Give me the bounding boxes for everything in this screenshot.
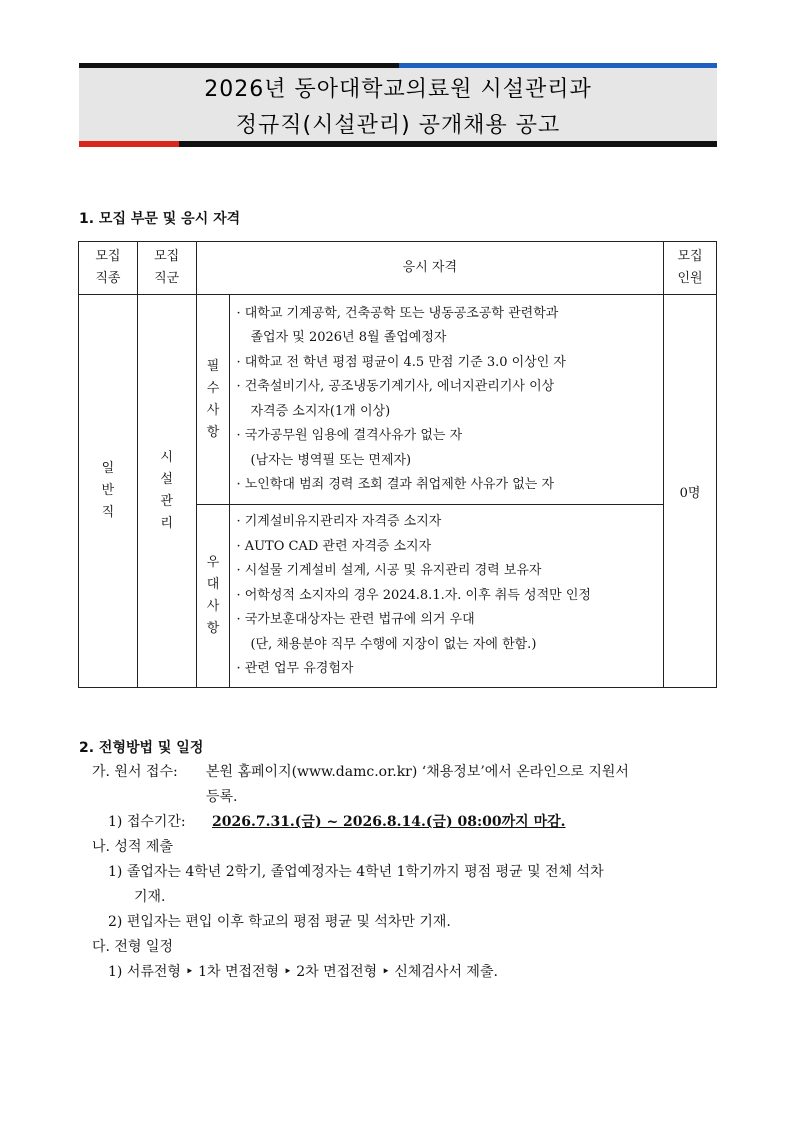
banner-bottom-black-bar bbox=[179, 141, 717, 147]
recruitment-table bbox=[78, 241, 717, 688]
section-2-heading: 2. 전형방법 및 일정 bbox=[79, 740, 204, 756]
table-header-row bbox=[79, 242, 717, 295]
grades-item-1-line-2: 기재. bbox=[134, 889, 166, 905]
application-label: 가. 원서 접수: bbox=[92, 764, 178, 780]
grades-item-1-line-1: 1) 졸업자는 4학년 2학기, 졸업예정자는 4학년 1학기까지 평점 평균 및 전체 석차 bbox=[108, 864, 604, 880]
preferred-items-cell bbox=[230, 505, 664, 688]
required-items-cell bbox=[230, 295, 664, 505]
list-item: 졸업자 및 2026년 8월 졸업예정자 bbox=[250, 330, 447, 345]
list-item: · 대학교 전 학년 평점 평균이 4.5 만점 기준 3.0 이상인 자 bbox=[236, 354, 566, 370]
list-item: 자격증 소지자(1개 이상) bbox=[250, 403, 391, 419]
list-item: · 대학교 기계공학, 건축공학 또는 냉동공조공학 관련학과 bbox=[236, 305, 559, 321]
list-item: · 기계설비유지관리자 자격증 소지자 bbox=[236, 514, 442, 530]
banner-bottom-red-bar bbox=[79, 141, 179, 147]
list-item: · 국가보훈대상자는 관련 법규에 의거 우대 bbox=[236, 612, 475, 628]
header-job-type: 모집 직종 bbox=[79, 242, 138, 295]
list-item: · 국가공무원 임용에 결격사유가 없는 자 bbox=[236, 428, 463, 443]
title-line-2: 정규직(시설관리) 공개채용 공고 bbox=[235, 113, 561, 138]
job-group-cell: 시 설 관 리 bbox=[137, 295, 196, 688]
header-job-group: 모집 직군 bbox=[137, 242, 196, 295]
recruit-count-cell: 0명 bbox=[664, 295, 717, 688]
section-1-heading: 1. 모집 부문 및 응시 자격 bbox=[79, 211, 241, 227]
header-count: 모집 인원 bbox=[664, 242, 717, 295]
table-row-required bbox=[79, 295, 717, 505]
required-label-cell: 필 수 사 항 bbox=[196, 295, 230, 505]
list-item: (단, 채용분야 직무 수행에 지장이 없는 자에 한함.) bbox=[250, 636, 537, 652]
list-item: · AUTO CAD 관련 자격증 소지자 bbox=[236, 538, 432, 554]
list-item: · 건축설비기사, 공조냉동기계기사, 에너지관리기사 이상 bbox=[236, 379, 555, 394]
list-item: · 관련 업무 유경험자 bbox=[236, 661, 354, 677]
grades-item-2: 2) 편입자는 편입 이후 학교의 평점 평균 및 석차만 기재. bbox=[108, 914, 451, 930]
schedule-item-1: 1) 서류전형 ‣ 1차 면접전형 ‣ 2차 면접전형 ‣ 신체검사서 제출. bbox=[108, 964, 498, 980]
list-item: · 시설물 기계설비 설계, 시공 및 유지관리 경력 보유자 bbox=[236, 563, 542, 579]
header-qualification: 응시 자격 bbox=[196, 242, 664, 295]
list-item: (남자는 병역필 또는 면제자) bbox=[250, 452, 412, 468]
preferred-label-cell: 우 대 사 항 bbox=[196, 505, 230, 688]
list-item: · 어학성적 소지자의 경우 2024.8.1.자. 이후 취득 성적만 인정 bbox=[236, 587, 591, 603]
application-period: 2026.7.31.(금) ~ 2026.8.14.(금) 08:00까지 마감. bbox=[212, 814, 566, 830]
banner-top-blue-bar bbox=[399, 63, 717, 68]
title-line-1: 2026년 동아대학교의료원 시설관리과 bbox=[204, 77, 592, 102]
application-text-line-2: 등록. bbox=[206, 789, 238, 805]
grades-label: 나. 성적 제출 bbox=[92, 839, 173, 855]
schedule-label: 다. 전형 일정 bbox=[92, 939, 173, 955]
period-label: 1) 접수기간: bbox=[108, 814, 186, 830]
application-text-line-1: 본원 홈페이지(www.damc.or.kr) ‘채용정보’에서 온라인으로 지원서 bbox=[206, 764, 629, 780]
banner-top-black-bar bbox=[79, 63, 399, 68]
job-type-cell: 일 반 직 bbox=[79, 295, 138, 688]
list-item: · 노인학대 범죄 경력 조회 결과 취업제한 사유가 없는 자 bbox=[236, 477, 555, 492]
